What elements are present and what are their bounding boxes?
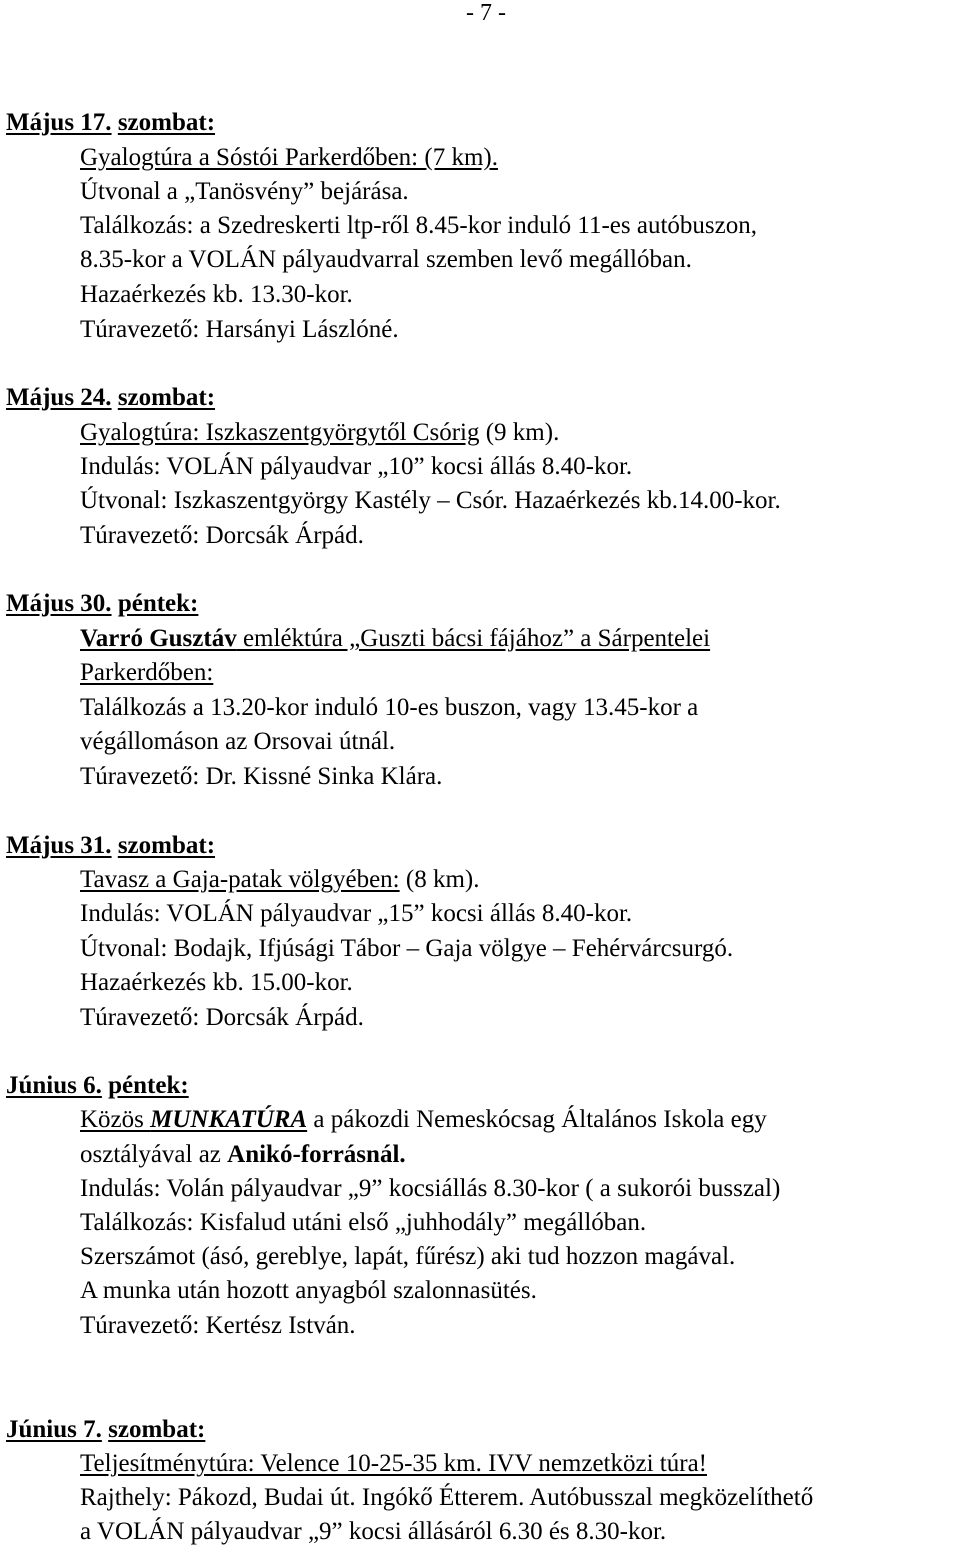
weekday-label: péntek: [117, 590, 199, 617]
event-date [6, 1415, 205, 1445]
event-line: Rajthely: Pákozd, Budai út. Ingókő Étterem. Autóbusszal megközelíthető [80, 1484, 814, 1511]
event-line: 8.35-kor a VOLÁN pályaudvarral szemben levő megállóban. [80, 246, 692, 273]
event-date [6, 108, 215, 138]
event-title-text: Gyalogtúra: Iszkaszentgyörgytől Csórig [80, 419, 480, 446]
event-line: Szerszámot (ásó, gereblye, lapát, fűrész) aki tud hozzon magával. [80, 1243, 736, 1270]
weekday-label: szombat: [117, 384, 216, 411]
event-line: Túravezető: Dorcsák Árpád. [80, 522, 364, 549]
event-title-pre [80, 1106, 307, 1133]
event-line: Indulás: Volán pályaudvar „9” kocsiállás 8.30-kor ( a sukorói busszal) [80, 1175, 781, 1202]
event-line: Hazaérkezés kb. 13.30-kor. [80, 281, 353, 308]
event-title [80, 1105, 767, 1135]
event-line: Indulás: VOLÁN pályaudvar „15” kocsi állás 8.40-kor. [80, 900, 633, 927]
date-label: Június 7. [6, 1416, 102, 1443]
event-line: végállomáson az Orsovai útnál. [80, 728, 396, 755]
weekday-label: péntek: [108, 1072, 189, 1099]
event-title-line2: Parkerdőben: [80, 659, 214, 686]
event-title: Teljesítménytúra: Velence 10-25-35 km. IVV nemzetközi túra! [80, 1450, 707, 1477]
date-label: Június 6. [6, 1072, 102, 1099]
event-date [6, 589, 198, 619]
event-line: Túravezető: Dorcsák Árpád. [80, 1004, 364, 1031]
event-line: Találkozás: a Szedreskerti ltp-ről 8.45-kor induló 11-es autóbuszon, [80, 212, 758, 239]
date-label: Május 30. [6, 590, 112, 617]
event-line: Hazaérkezés kb. 15.00-kor. [80, 969, 353, 996]
event-title-pre-text: Közös [80, 1106, 151, 1133]
event-title-line2-pre: osztályával az [80, 1141, 228, 1168]
event-title-line2 [80, 1140, 406, 1170]
date-label: Május 31. [6, 832, 112, 859]
event-line: Útvonal: Bodajk, Ifjúsági Tábor – Gaja völgye – Fehérvárcsurgó. [80, 935, 734, 962]
event-line: A munka után hozott anyagból szalonnasütés. [80, 1277, 537, 1304]
event-line: Túravezető: Kertész István. [80, 1312, 356, 1339]
event-title-rest: a pákozdi Nemeskócsag Általános Iskola egy [307, 1106, 767, 1133]
event-title-text: Tavasz a Gaja-patak völgyében: [80, 866, 400, 893]
date-label: Május 24. [6, 384, 112, 411]
event-line: Találkozás a 13.20-kor induló 10-es buszon, vagy 13.45-kor a [80, 694, 699, 721]
event-title [80, 865, 480, 895]
event-line: Találkozás: Kisfalud utáni első „juhhodály” megállóban. [80, 1209, 647, 1236]
event-date [6, 831, 215, 861]
event-line: Túravezető: Harsányi Lászlóné. [80, 316, 399, 343]
event-title-bold-italic: MUNKATÚRA [150, 1106, 308, 1133]
weekday-label: szombat: [108, 1416, 206, 1443]
event-line: Indulás: VOLÁN pályaudvar „10” kocsi állás 8.40-kor. [80, 453, 633, 480]
event-date [6, 383, 215, 413]
event-line: a VOLÁN pályaudvar „9” kocsi állásáról 6.30 és 8.30-kor. [80, 1518, 667, 1545]
page-number: - 7 - [466, 0, 506, 26]
event-title-bold: Varró Gusztáv [80, 625, 237, 652]
event-title-suffix: (9 km). [479, 419, 560, 446]
date-label: Május 17. [6, 109, 112, 136]
event-line: Útvonal: Iszkaszentgyörgy Kastély – Csór. Hazaérkezés kb.14.00-kor. [80, 487, 781, 514]
event-title [80, 418, 559, 448]
weekday-label: szombat: [117, 109, 216, 136]
event-line: Útvonal a „Tanösvény” bejárása. [80, 178, 409, 205]
event-date [6, 1071, 189, 1101]
event-title [80, 624, 710, 654]
event-title: Gyalogtúra a Sóstói Parkerdőben: (7 km). [80, 144, 498, 171]
event-title-rest: emléktúra „Guszti bácsi fájához” a Sárpentelei [236, 625, 711, 652]
event-title-suffix: (8 km). [399, 866, 480, 893]
event-title-line2-bold: Anikó-forrásnál. [227, 1141, 406, 1168]
event-line: Túravezető: Dr. Kissné Sinka Klára. [80, 763, 443, 790]
weekday-label: szombat: [117, 832, 216, 859]
